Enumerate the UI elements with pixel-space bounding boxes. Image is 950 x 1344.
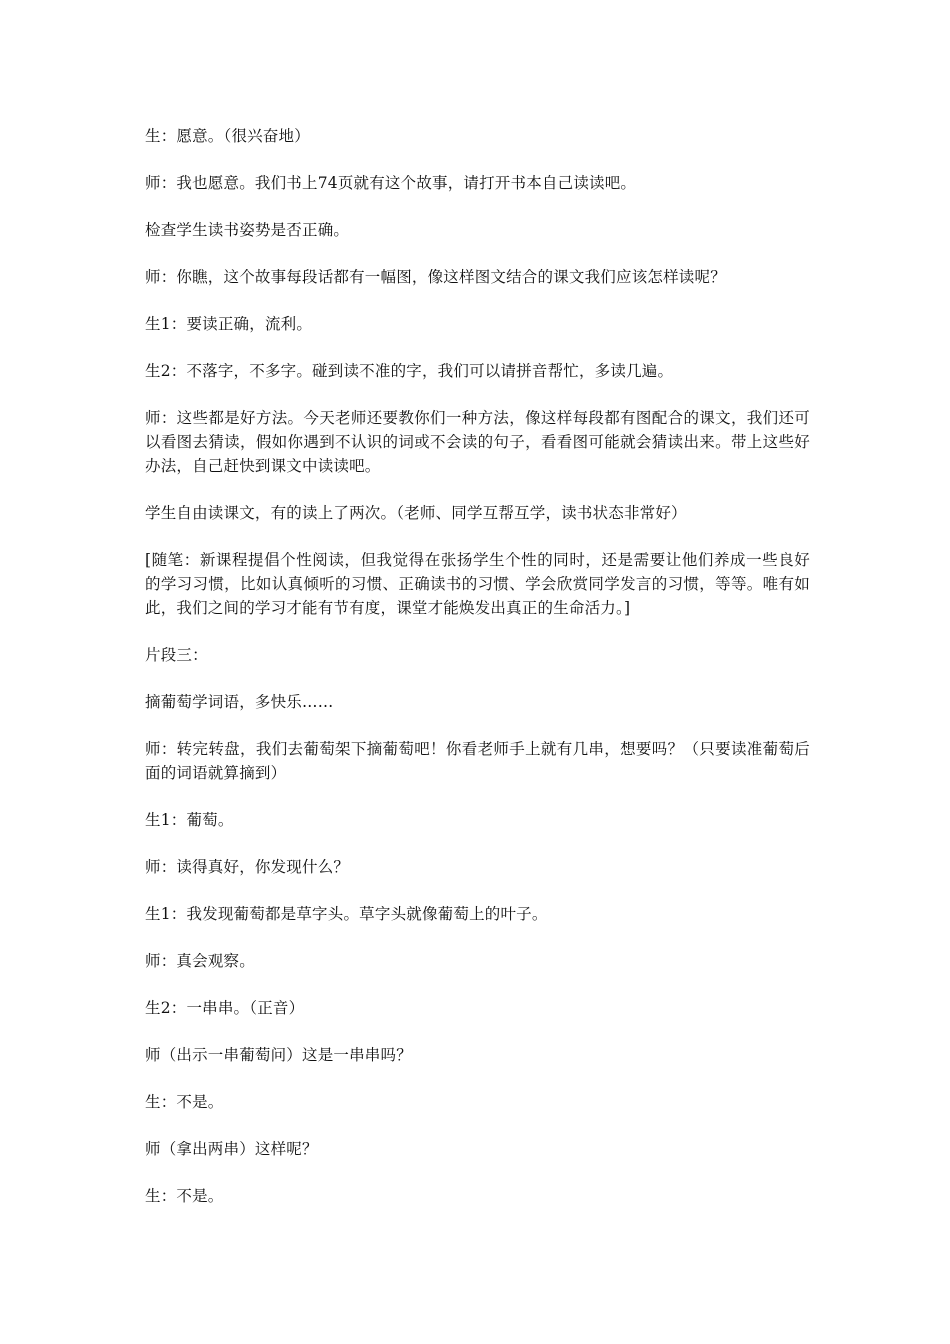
paragraph: 学生自由读课文，有的读上了两次。（老师、同学互帮互学，读书状态非常好） [145,504,687,522]
paragraph: 师（拿出两串）这样呢？ [145,1140,318,1158]
paragraph: 师：这些都是好方法。今天老师还要教你们一种方法，像这样每段都有图配合的课文，我们还可以看图去猜读，假如你遇到不认识的词或不会读的句子，看看图可能就会猜读出来。带上这些好办法，自己赶快到课文中读读吧。 [145,409,810,475]
paragraph: 生1：葡萄。 [145,811,234,829]
paragraph: 生2：一串串。（正音） [145,999,305,1017]
section-heading: 片段三： [145,646,208,664]
paragraph: 检查学生读书姿势是否正确。 [145,221,350,239]
paragraph: 摘葡萄学词语，多快乐…… [145,693,334,711]
paragraph: [随笔：新课程提倡个性阅读，但我觉得在张扬学生个性的同时，还是需要让他们养成一些良好的学习习惯，比如认真倾听的习惯、正确读书的习惯、学会欣赏同学发言的习惯，等等。唯有如此，我们之间的学习才能有节有度，课堂才能焕发出真正的生命活力。] [145,551,810,617]
paragraph: 生1：要读正确，流利。 [145,315,313,333]
paragraph: 师：你瞧，这个故事每段话都有一幅图，像这样图文结合的课文我们应该怎样读呢？ [145,268,726,286]
paragraph: 师：我也愿意。我们书上74页就有这个故事，请打开书本自己读读吧。 [145,174,637,192]
paragraph: 师（出示一串葡萄问）这是一串串吗？ [145,1046,412,1064]
document-page [145,124,810,1231]
paragraph: 生1：我发现葡萄都是草字头。草字头就像葡萄上的叶子。 [145,905,548,923]
paragraph: 生：不是。 [145,1093,224,1111]
paragraph: 生：愿意。（很兴奋地） [145,127,310,145]
paragraph: 生2：不落字，不多字。碰到读不准的字，我们可以请拼音帮忙，多读几遍。 [145,362,674,380]
paragraph: 师：转完转盘，我们去葡萄架下摘葡萄吧！你看老师手上就有几串，想要吗？（只要读准葡萄后面的词语就算摘到） [145,740,810,782]
paragraph: 师：读得真好，你发现什么？ [145,858,350,876]
paragraph: 师：真会观察。 [145,952,255,970]
paragraph: 生：不是。 [145,1187,224,1205]
